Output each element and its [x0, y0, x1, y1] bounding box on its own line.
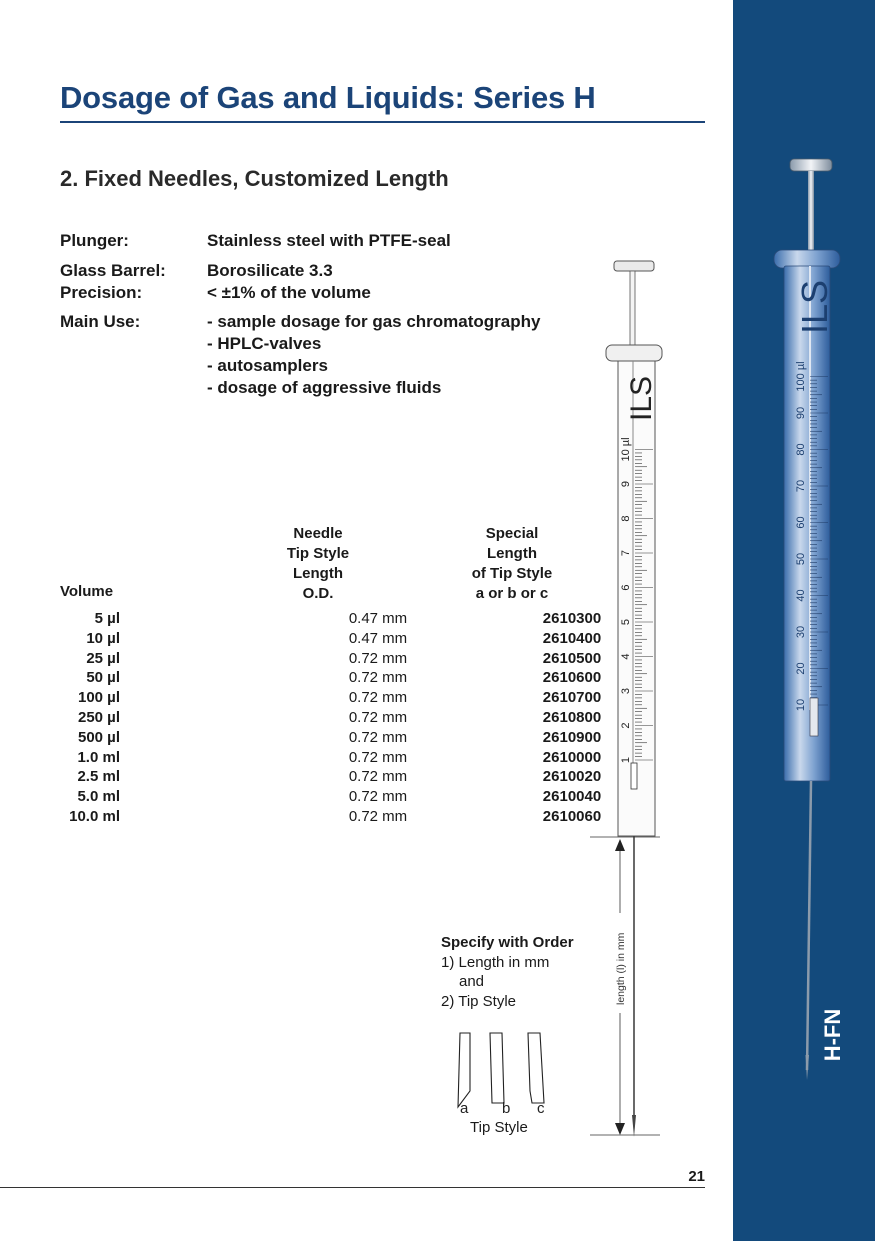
column-header-needle-line: O.D.	[302, 585, 334, 602]
product-table	[60, 609, 602, 827]
cell-article-number: 2610900	[542, 728, 602, 746]
order-line-3: 2) Tip Style	[441, 992, 517, 1010]
cell-volume: 25 µl	[86, 649, 120, 667]
scale-label: 8	[620, 515, 632, 522]
spec-value-precision: < ±1% of the volume	[207, 283, 371, 302]
scale-label: 1	[620, 756, 632, 764]
cell-needle-od: 0.72 mm	[348, 708, 408, 726]
cell-article-number: 2610300	[542, 610, 602, 627]
scale-label: 80	[795, 443, 807, 456]
spec-value-plunger: Stainless steel with PTFE-seal	[207, 231, 451, 250]
tip-style-caption: Tip Style	[470, 1119, 528, 1136]
order-line-2: and	[459, 973, 485, 990]
scale-label: 2	[620, 722, 632, 729]
table-row	[60, 649, 602, 669]
scale-label: 40	[795, 589, 807, 602]
column-header-special-line: Length	[487, 545, 537, 562]
cell-article-number: 2610700	[542, 689, 602, 707]
cell-volume: 2.5 ml	[77, 768, 120, 786]
table-row	[60, 688, 602, 708]
cell-volume: 250 µl	[77, 708, 120, 726]
cell-volume: 10.0 ml	[69, 807, 120, 825]
spec-value-main-use-4: - dosage of aggressive fluids	[207, 378, 442, 397]
scale-label: 9	[620, 480, 632, 488]
order-title: Specify with Order	[441, 934, 574, 951]
cell-volume: 500 µl	[77, 728, 120, 746]
scale-label: 30	[795, 625, 807, 639]
footer-divider	[0, 1187, 705, 1188]
column-header-needle	[248, 524, 388, 604]
scale-label: 20	[795, 662, 807, 675]
scale-label: 90	[795, 406, 807, 420]
spec-label-precision: Precision:	[60, 283, 143, 302]
scale-label: 10	[795, 698, 807, 712]
column-header-volume: Volume	[60, 583, 114, 600]
section-subtitle: 2. Fixed Needles, Customized Length	[60, 166, 449, 191]
tip-label-c: c	[537, 1100, 545, 1117]
order-instructions	[441, 933, 574, 1011]
scale-label: 10 µl	[620, 437, 632, 462]
cell-needle-od: 0.72 mm	[348, 748, 408, 766]
cell-needle-od: 0.72 mm	[348, 807, 408, 825]
scale-label: 7	[620, 549, 632, 557]
column-header-special-line: Special	[485, 525, 539, 542]
cell-needle-od: 0.72 mm	[348, 649, 408, 667]
spec-value-main-use-1: - sample dosage for gas chromatography	[207, 312, 541, 331]
syringe-drawing-large	[770, 150, 860, 1085]
cell-volume: 100 µl	[77, 689, 120, 707]
scale-label: 3	[620, 687, 632, 695]
scale-label: 5	[620, 618, 632, 626]
scale-label: 4	[620, 653, 632, 660]
cell-volume: 50 µl	[86, 669, 120, 687]
large-syringe-brand: ILS	[794, 279, 835, 334]
cell-needle-od: 0.47 mm	[348, 610, 408, 627]
cell-volume: 1.0 ml	[77, 748, 120, 766]
table-row	[60, 748, 602, 768]
spec-value-main-use-3: - autosamplers	[207, 356, 328, 375]
cell-article-number: 2610020	[542, 768, 602, 786]
column-header-needle-line: Length	[293, 565, 343, 582]
column-header-special-line: of Tip Style	[471, 565, 553, 582]
scale-label: 50	[795, 552, 807, 566]
page-title: Dosage of Gas and Liquids: Series H	[60, 80, 596, 115]
cell-needle-od: 0.72 mm	[348, 689, 408, 707]
column-header-needle-line: Tip Style	[286, 545, 350, 562]
tip-label-b: b	[502, 1100, 511, 1117]
spec-value-glass-barrel: Borosilicate 3.3	[207, 261, 333, 280]
cell-needle-od: 0.72 mm	[348, 768, 408, 786]
cell-volume: 10 µl	[86, 629, 120, 647]
cell-article-number: 2610600	[542, 669, 602, 687]
title-divider	[60, 121, 705, 123]
cell-article-number: 2610060	[542, 807, 602, 825]
table-row	[60, 728, 602, 748]
scale-label: 100 µl	[795, 361, 807, 392]
page-number: 21	[688, 1168, 705, 1185]
small-syringe-brand: ILS	[625, 375, 658, 421]
column-header-needle-line: Needle	[293, 525, 343, 542]
cell-needle-od: 0.72 mm	[348, 669, 408, 687]
column-header-special-length	[442, 524, 582, 604]
cell-volume: 5.0 ml	[77, 788, 120, 806]
cell-volume: 5 µl	[94, 610, 120, 627]
table-row	[60, 787, 602, 807]
spec-label-glass-barrel: Glass Barrel:	[60, 261, 166, 280]
scale-label: 60	[795, 516, 807, 529]
table-row	[60, 708, 602, 728]
tip-label-a: a	[460, 1100, 469, 1117]
cell-needle-od: 0.72 mm	[348, 788, 408, 806]
table-row	[60, 629, 602, 649]
order-line-1: 1) Length in mm	[441, 953, 550, 971]
scale-label: 6	[620, 584, 632, 591]
table-row	[60, 807, 602, 827]
table-row	[60, 668, 602, 688]
tip-style-diagram	[440, 1025, 570, 1120]
column-header-special-line: a or b or c	[475, 585, 549, 602]
cell-needle-od: 0.72 mm	[348, 728, 408, 746]
cell-article-number: 2610400	[542, 629, 602, 647]
cell-article-number: 2610000	[542, 748, 602, 766]
syringe-drawing-small	[590, 255, 680, 1145]
cell-needle-od: 0.47 mm	[348, 629, 408, 647]
cell-article-number: 2610040	[542, 788, 602, 806]
cell-article-number: 2610500	[542, 649, 602, 667]
cell-article-number: 2610800	[542, 708, 602, 726]
section-code: H-FN	[820, 1008, 845, 1062]
spec-value-main-use-2: - HPLC-valves	[207, 334, 322, 353]
length-dimension-label: length (l) in mm	[615, 932, 627, 1005]
spec-label-main-use: Main Use:	[60, 312, 141, 331]
table-row	[60, 609, 602, 629]
table-row	[60, 767, 602, 787]
scale-label: 70	[795, 479, 807, 493]
spec-label-plunger: Plunger:	[60, 231, 129, 250]
